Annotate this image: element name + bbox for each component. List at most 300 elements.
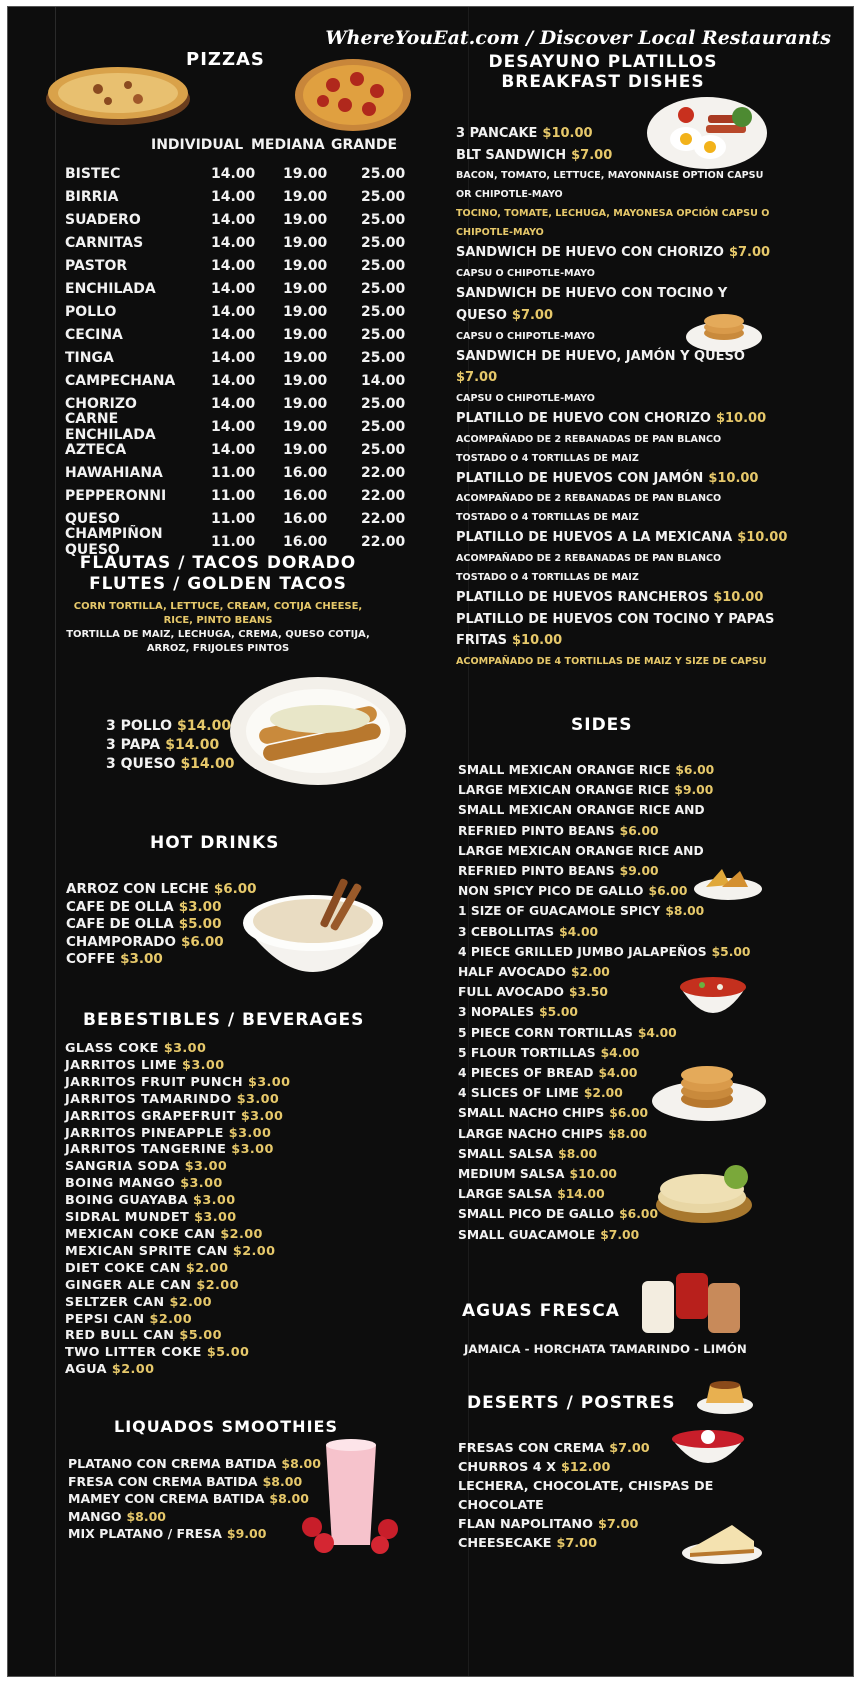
list-item xyxy=(65,1261,290,1278)
item-name: JARRITOS PINEAPPLE xyxy=(65,1125,224,1141)
item-name: BOING GUAYABA xyxy=(65,1193,189,1209)
price-individual: 14.00 xyxy=(211,211,256,228)
breakfast-title xyxy=(478,52,728,92)
price-mediana: 16.00 xyxy=(283,464,328,481)
item-name: JARRITOS TAMARINDO xyxy=(65,1091,232,1107)
pico-de-gallo-bowl-image xyxy=(676,969,750,1023)
table-row xyxy=(65,438,441,461)
menu-page xyxy=(7,6,854,1677)
aguas-title: AGUAS FRESCA xyxy=(462,1301,620,1321)
item-name: 3 PANCAKE xyxy=(456,126,538,141)
breakfast-note: ACOMPAÑADO DE 2 REBANADAS DE PAN BLANCO xyxy=(456,493,722,505)
price-mediana: 19.00 xyxy=(283,303,328,320)
price-individual: 14.00 xyxy=(211,303,256,320)
item-price: $2.00 xyxy=(149,1311,193,1327)
pancake-plate-image xyxy=(650,1057,768,1125)
item-price: $7.00 xyxy=(600,1227,640,1242)
item-price: $6.00 xyxy=(609,1106,649,1121)
item-price: $8.00 xyxy=(126,1508,167,1524)
item-name: AGUA xyxy=(65,1362,107,1378)
item-name: RED BULL CAN xyxy=(65,1328,175,1344)
item-name: MEXICAN SPRITE CAN xyxy=(65,1243,228,1259)
item-name: SMALL SALSA xyxy=(458,1146,554,1161)
pizza-name: QUESO xyxy=(65,510,120,527)
pizza-name: ENCHILADA xyxy=(65,280,156,297)
item-price: $7.00 xyxy=(511,307,554,323)
list-item xyxy=(65,1075,290,1092)
item-name: CHURROS 4 X xyxy=(458,1460,556,1475)
price-individual: 14.00 xyxy=(211,418,256,435)
item-name: CHEESECAKE xyxy=(458,1536,552,1551)
flautas-plate-image xyxy=(228,673,408,788)
item-price: $2.00 xyxy=(185,1260,229,1276)
price-mediana: 19.00 xyxy=(283,395,328,412)
item-name: BLT SANDWICH xyxy=(456,147,567,163)
beverages-list xyxy=(65,1041,290,1379)
item-price: $10.00 xyxy=(737,530,788,546)
item-name: BOING MANGO xyxy=(65,1176,176,1192)
price-individual: 14.00 xyxy=(211,395,256,412)
breakfast-item xyxy=(456,468,786,490)
price-grande: 25.00 xyxy=(361,165,406,182)
list-item xyxy=(65,1244,290,1261)
item-price: $7.00 xyxy=(456,370,498,386)
item-name: JARRITOS FRUIT PUNCH xyxy=(65,1074,243,1090)
list-item xyxy=(65,1193,290,1210)
breakfast-item xyxy=(456,630,786,652)
header-individual: INDIVIDUAL xyxy=(151,136,244,153)
item-name: NON SPICY PICO DE GALLO xyxy=(458,884,644,899)
price-grande: 25.00 xyxy=(361,234,406,251)
item-name: LARGE NACHO CHIPS xyxy=(458,1126,604,1141)
breakfast-note: CAPSU O CHIPOTLE-MAYO xyxy=(456,268,595,280)
breakfast-title-1: DESAYUNO PLATILLOS xyxy=(488,52,718,72)
list-item xyxy=(458,1023,751,1043)
table-row xyxy=(65,231,441,254)
table-row xyxy=(65,461,441,484)
item-name: SANDWICH DE HUEVO CON CHORIZO xyxy=(456,245,724,261)
price-individual: 11.00 xyxy=(211,464,256,481)
item-price: $5.00 xyxy=(179,1328,222,1344)
pizza-name: POLLO xyxy=(65,303,117,320)
item-price: $3.00 xyxy=(247,1074,291,1090)
list-item xyxy=(458,800,751,820)
item-price: $3.50 xyxy=(568,985,608,1000)
item-price: $8.00 xyxy=(665,904,705,919)
pizza-name: CARNITAS xyxy=(65,234,144,251)
pizza-name: CARNE ENCHILADA xyxy=(65,410,156,443)
item-price: $7.00 xyxy=(556,1536,597,1551)
item-price: $2.00 xyxy=(570,965,610,980)
list-item xyxy=(65,1227,290,1244)
list-item xyxy=(458,1124,751,1144)
breakfast-item xyxy=(456,346,786,368)
item-price: $3.00 xyxy=(236,1091,280,1107)
item-name: SMALL PICO DE GALLO xyxy=(458,1207,615,1222)
item-name: 3 NOPALES xyxy=(458,1005,535,1020)
item-price: $10.00 xyxy=(713,590,764,606)
item-price: $5.00 xyxy=(539,1005,578,1020)
price-grande: 25.00 xyxy=(361,280,406,297)
breakfast-item xyxy=(456,242,786,264)
item-name: MAMEY CON CREMA BATIDA xyxy=(68,1491,265,1507)
item-price: $3.00 xyxy=(231,1142,274,1158)
list-item: COFFE $3.00 xyxy=(66,951,163,968)
site-banner: WhereYouEat.com / Discover Local Restaurants xyxy=(325,27,831,49)
price-grande: 25.00 xyxy=(361,211,406,228)
list-item xyxy=(65,1176,290,1193)
table-row xyxy=(65,323,441,346)
list-item xyxy=(65,1362,290,1379)
item-name: DIET COKE CAN xyxy=(65,1260,181,1276)
beverages-title: BEBESTIBLES / BEVERAGES xyxy=(83,1010,365,1030)
price-mediana: 19.00 xyxy=(283,188,328,205)
breakfast-item xyxy=(456,609,786,631)
pizzas-title: PIZZAS xyxy=(186,49,265,70)
item-name: SANDWICH DE HUEVO, JAMÓN Y QUESO xyxy=(456,348,745,364)
item-name: 4 SLICES OF LIME xyxy=(458,1086,579,1101)
item-name: LARGE MEXICAN ORANGE RICE AND xyxy=(458,843,704,858)
item-name: 4 PIECES OF BREAD xyxy=(458,1066,594,1081)
list-item xyxy=(65,1210,290,1227)
item-name: QUESO xyxy=(456,307,507,323)
item-name: PLATILLO DE HUEVOS CON JAMÓN xyxy=(456,470,704,486)
price-mediana: 19.00 xyxy=(283,372,328,389)
breakfast-note: CAPSU O CHIPOTLE-MAYO xyxy=(456,330,595,342)
item-price: $3.00 xyxy=(194,1210,237,1226)
breakfast-note: BACON, TOMATO, LETTUCE, MAYONNAISE OPTION CAPSU xyxy=(456,170,764,182)
list-item xyxy=(458,1458,713,1477)
price-grande: 22.00 xyxy=(361,487,406,504)
item-price: $2.00 xyxy=(220,1226,263,1242)
price-mediana: 19.00 xyxy=(283,211,328,228)
item-name: LARGE SALSA xyxy=(458,1187,553,1202)
item-price: $9.00 xyxy=(674,783,714,798)
list-item xyxy=(65,1328,290,1345)
list-item xyxy=(68,1490,321,1508)
sides-title: SIDES xyxy=(571,715,633,735)
item-price: $8.00 xyxy=(608,1126,648,1141)
flautas-title-1: FLAUTAS / TACOS DORADO xyxy=(79,553,357,573)
table-row xyxy=(65,346,441,369)
list-item: CAFE DE OLLA $5.00 xyxy=(66,916,222,933)
price-individual: 14.00 xyxy=(211,349,256,366)
pizza-name: CECINA xyxy=(65,326,123,343)
price-mediana: 19.00 xyxy=(283,234,328,251)
price-grande: 25.00 xyxy=(361,188,406,205)
item-name: FRESA CON CREMA BATIDA xyxy=(68,1473,258,1489)
item-price: $9.00 xyxy=(226,1526,267,1542)
table-row xyxy=(65,185,441,208)
item-price: $6.00 xyxy=(648,884,688,899)
item-price: $3.00 xyxy=(182,1057,225,1073)
breakfast-note: OR CHIPOTLE-MAYO xyxy=(456,189,563,201)
aguas-frescas-image xyxy=(638,1269,750,1337)
price-individual: 14.00 xyxy=(211,188,256,205)
list-item xyxy=(458,901,751,921)
list-item xyxy=(458,1534,713,1553)
breakfast-list xyxy=(456,123,786,671)
item-price: $3.00 xyxy=(228,1125,272,1141)
list-item xyxy=(65,1159,290,1176)
list-item xyxy=(458,1439,713,1458)
price-mediana: 19.00 xyxy=(283,326,328,343)
flautas-desc-en-1: CORN TORTILLA, LETTUCE, CREAM, COTIJA CHEESE, xyxy=(73,601,363,612)
pizza-name: PASTOR xyxy=(65,257,128,274)
item-price: $9.00 xyxy=(619,864,659,879)
item-name: JARRITOS TANGERINE xyxy=(65,1142,227,1158)
item-price: $3.00 xyxy=(184,1159,228,1175)
table-row xyxy=(65,410,441,443)
item-name: GINGER ALE CAN xyxy=(65,1277,192,1293)
table-row xyxy=(65,300,441,323)
item-name: PLATILLO DE HUEVOS CON TOCINO Y PAPAS xyxy=(456,611,775,627)
item-price: $4.00 xyxy=(600,1045,640,1060)
item-name: SIDRAL MUNDET xyxy=(65,1210,190,1226)
item-name: MEXICAN COKE CAN xyxy=(65,1226,216,1242)
list-item xyxy=(65,1278,290,1295)
list-item xyxy=(458,1515,713,1534)
hot-drinks-list xyxy=(66,881,257,969)
item-price: $7.00 xyxy=(571,147,613,163)
list-item xyxy=(458,1225,751,1245)
tortillas-plate-image xyxy=(654,1157,754,1225)
breakfast-note: ACOMPAÑADO DE 2 REBANADAS DE PAN BLANCO xyxy=(456,433,722,445)
list-item xyxy=(65,1092,290,1109)
breakfast-title-2: BREAKFAST DISHES xyxy=(501,72,705,92)
item-name: 5 PIECE CORN TORTILLAS xyxy=(458,1025,633,1040)
item-name: PLATILLO DE HUEVO CON CHORIZO xyxy=(456,410,711,426)
item-price: $3.00 xyxy=(180,1176,223,1192)
item-name: PLATANO CON CREMA BATIDA xyxy=(68,1456,277,1471)
flautas-title xyxy=(48,553,388,595)
item-name: FRESAS CON CREMA xyxy=(458,1441,605,1456)
item-price: $2.00 xyxy=(196,1277,239,1293)
aguas-flavors: JAMAICA - HORCHATA TAMARINDO - LIMÓN xyxy=(464,1342,747,1356)
item-name: FULL AVOCADO xyxy=(458,985,564,1000)
item-price: $3.00 xyxy=(193,1193,236,1209)
item-name: MANGO xyxy=(68,1508,122,1524)
item-name: SELTZER CAN xyxy=(65,1294,165,1310)
item-price: $7.00 xyxy=(597,1517,639,1532)
table-row xyxy=(65,162,441,185)
item-price: $3.00 xyxy=(240,1108,284,1124)
item-price: $8.00 xyxy=(269,1491,309,1507)
item-name: 5 FLOUR TORTILLAS xyxy=(458,1045,596,1060)
item-name: JARRITOS LIME xyxy=(65,1057,178,1073)
item-name: FLAN NAPOLITANO xyxy=(458,1517,593,1532)
list-item xyxy=(68,1508,321,1526)
breakfast-item xyxy=(456,367,786,389)
item-price: $2.00 xyxy=(169,1294,212,1310)
item-name: PLATILLO DE HUEVOS RANCHEROS xyxy=(456,590,709,606)
item-name: REFRIED PINTO BEANS xyxy=(458,823,615,838)
price-grande: 25.00 xyxy=(361,349,406,366)
item-name: SMALL NACHO CHIPS xyxy=(458,1106,605,1121)
breakfast-note: TOSTADO O 4 TORTILLAS DE MAIZ xyxy=(456,452,639,464)
pizza-name: CHAMPIÑON QUESO xyxy=(65,525,163,558)
hot-drinks-title: HOT DRINKS xyxy=(150,833,280,853)
pizza-name: TINGA xyxy=(65,349,114,366)
price-individual: 14.00 xyxy=(211,280,256,297)
item-price: $6.00 xyxy=(619,1207,659,1222)
breakfast-note: ACOMPAÑADO DE 4 TORTILLAS DE MAIZ Y SIZE DE CAPSU xyxy=(456,656,767,668)
price-individual: 14.00 xyxy=(211,234,256,251)
list-item: CAFE DE OLLA $3.00 xyxy=(66,898,222,915)
list-item: 3 QUESO $14.00 xyxy=(106,756,235,772)
breakfast-note: TOSTADO O 4 TORTILLAS DE MAIZ xyxy=(456,572,639,584)
item-name: HALF AVOCADO xyxy=(458,965,566,980)
list-item xyxy=(65,1312,290,1329)
breakfast-note: TOCINO, TOMATE, LECHUGA, MAYONESA OPCIÓN CAPSU O xyxy=(456,208,770,220)
item-price: $10.00 xyxy=(512,633,563,649)
breakfast-item xyxy=(456,527,786,549)
flautas-title-2: FLUTES / GOLDEN TACOS xyxy=(89,574,347,594)
item-name: 1 SIZE OF GUACAMOLE SPICY xyxy=(458,904,661,919)
item-price: $10.00 xyxy=(542,126,593,141)
item-price: $5.00 xyxy=(711,944,751,959)
pizza-slice-image xyxy=(43,55,193,127)
price-grande: 25.00 xyxy=(361,257,406,274)
item-name: SMALL MEXICAN ORANGE RICE AND xyxy=(458,803,705,818)
pizza-name: PEPPERONNI xyxy=(65,487,167,504)
item-price: $4.00 xyxy=(637,1025,677,1040)
price-grande: 25.00 xyxy=(361,303,406,320)
price-grande: 22.00 xyxy=(361,533,406,550)
price-mediana: 16.00 xyxy=(283,510,328,527)
breakfast-item xyxy=(456,587,786,609)
item-name: JARRITOS GRAPEFRUIT xyxy=(65,1108,236,1124)
item-price: $4.00 xyxy=(598,1066,638,1081)
table-row xyxy=(65,277,441,300)
item-price: $4.00 xyxy=(559,924,599,939)
item-name: MEDIUM SALSA xyxy=(458,1167,565,1182)
table-row xyxy=(65,254,441,277)
rice-pudding-bowl-image xyxy=(238,871,388,995)
price-individual: 14.00 xyxy=(211,257,256,274)
price-mediana: 19.00 xyxy=(283,441,328,458)
price-mediana: 19.00 xyxy=(283,165,328,182)
fold-line xyxy=(55,7,56,1676)
strawberry-smoothie-image xyxy=(296,1435,406,1557)
list-item xyxy=(65,1041,290,1058)
flautas-desc-es-2: ARROZ, FRIJOLES PINTOS xyxy=(146,643,290,654)
item-price: $7.00 xyxy=(609,1441,650,1456)
item-price: $10.00 xyxy=(569,1167,617,1182)
price-grande: 25.00 xyxy=(361,441,406,458)
item-price: $8.00 xyxy=(281,1456,321,1471)
breakfast-item xyxy=(456,283,786,305)
item-name: PLATILLO DE HUEVOS A LA MEXICANA xyxy=(456,530,733,546)
list-item xyxy=(458,1477,713,1496)
item-price: $8.00 xyxy=(262,1473,303,1489)
item-name: SANDWICH DE HUEVO CON TOCINO Y xyxy=(456,286,728,302)
item-price: $10.00 xyxy=(708,470,759,486)
flautas-description xyxy=(48,600,388,656)
item-price: $12.00 xyxy=(560,1460,611,1475)
item-price: $14.00 xyxy=(557,1187,605,1202)
table-row xyxy=(65,208,441,231)
flautas-desc-es-1: TORTILLA DE MAIZ, LECHUGA, CREMA, QUESO COTIJA, xyxy=(66,629,370,640)
list-item xyxy=(458,760,751,780)
price-individual: 14.00 xyxy=(211,326,256,343)
pizza-name: HAWAHIANA xyxy=(65,464,163,481)
list-item xyxy=(65,1109,290,1126)
pizza-name: AZTECA xyxy=(65,441,127,458)
list-item: 3 POLLO $14.00 xyxy=(106,718,232,734)
breakfast-item xyxy=(456,145,786,167)
item-name: SMALL MEXICAN ORANGE RICE xyxy=(458,763,671,777)
item-name: SMALL GUACAMOLE xyxy=(458,1227,596,1242)
list-item xyxy=(68,1455,321,1473)
price-individual: 14.00 xyxy=(211,441,256,458)
breakfast-note: ACOMPAÑADO DE 2 REBANADAS DE PAN BLANCO xyxy=(456,553,722,565)
list-item: 3 PAPA $14.00 xyxy=(106,737,220,753)
price-individual: 11.00 xyxy=(211,487,256,504)
list-item: CHAMPORADO $6.00 xyxy=(66,933,224,950)
list-item xyxy=(65,1058,290,1075)
item-price: $10.00 xyxy=(715,410,767,426)
flautas-list xyxy=(106,717,234,774)
item-name: 4 PIECE GRILLED JUMBO JALAPEÑOS xyxy=(458,944,707,959)
header-grande: GRANDE xyxy=(331,136,398,153)
breakfast-item xyxy=(456,123,786,145)
price-individual: 11.00 xyxy=(211,533,256,550)
deserts-title: DESERTS / POSTRES xyxy=(467,1393,676,1413)
item-price: $2.00 xyxy=(583,1086,623,1101)
item-price: $6.00 xyxy=(675,763,715,777)
item-name: MIX PLATANO / FRESA xyxy=(68,1526,222,1542)
breakfast-note: CAPSU O CHIPOTLE-MAYO xyxy=(456,392,595,404)
deserts-list xyxy=(458,1439,713,1553)
flan-image xyxy=(696,1375,754,1415)
item-price: $8.00 xyxy=(558,1146,598,1161)
pepperoni-pizza-image xyxy=(293,55,413,131)
price-mediana: 19.00 xyxy=(283,257,328,274)
list-item xyxy=(458,841,751,861)
price-grande: 25.00 xyxy=(361,418,406,435)
item-name: SANGRIA SODA xyxy=(65,1159,180,1175)
item-name: LECHERA, CHOCOLATE, CHISPAS DE xyxy=(458,1479,714,1494)
price-grande: 22.00 xyxy=(361,510,406,527)
list-item xyxy=(458,821,751,841)
pizza-table xyxy=(65,133,441,558)
list-item xyxy=(458,1496,713,1515)
price-mediana: 19.00 xyxy=(283,280,328,297)
list-item: ARROZ CON LECHE $6.00 xyxy=(66,881,257,897)
list-item xyxy=(65,1142,290,1159)
item-name: PEPSI CAN xyxy=(65,1311,145,1327)
table-row xyxy=(65,484,441,507)
nachos-plate-image xyxy=(692,865,764,901)
breakfast-item xyxy=(456,408,786,430)
price-mediana: 16.00 xyxy=(283,487,328,504)
item-price: $6.00 xyxy=(619,823,659,838)
price-mediana: 16.00 xyxy=(283,533,328,550)
pizza-name: CAMPECHANA xyxy=(65,372,176,389)
price-grande: 14.00 xyxy=(361,372,406,389)
list-item xyxy=(65,1295,290,1312)
list-item xyxy=(458,942,751,962)
item-price: $5.00 xyxy=(206,1345,250,1361)
list-item xyxy=(68,1473,321,1491)
item-name: FRITAS xyxy=(456,633,508,649)
price-grande: 22.00 xyxy=(361,464,406,481)
price-individual: 14.00 xyxy=(211,372,256,389)
item-price: $3.00 xyxy=(163,1041,207,1056)
item-name: LARGE MEXICAN ORANGE RICE xyxy=(458,783,670,798)
breakfast-note: TOSTADO O 4 TORTILLAS DE MAIZ xyxy=(456,512,639,524)
